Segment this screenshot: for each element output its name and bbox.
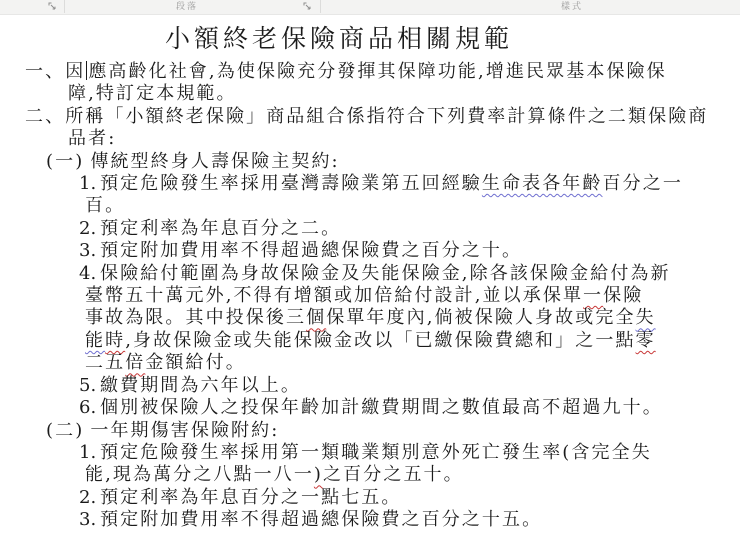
text-line[interactable] <box>0 442 740 464</box>
ribbon-group-separator <box>64 0 65 13</box>
text-run: 保單年度內,倘被保險人身故或完全 <box>326 307 636 329</box>
text-run: 所稱「小額終老保險」商品組合係指符合下列費率計算條件之二類保險商 <box>65 105 709 127</box>
text-line[interactable] <box>0 464 740 486</box>
list-marker: 3. <box>79 509 97 531</box>
text-run: 一年期傷害保險附約: <box>90 419 280 441</box>
list-marker: 一、 <box>25 61 66 82</box>
text-line[interactable] <box>0 397 740 419</box>
text-run: 臺幣五十萬元外,不得有增額或加倍給付設計,並以承保單 <box>85 285 584 307</box>
text-line[interactable] <box>0 151 740 173</box>
text-line[interactable] <box>0 195 740 217</box>
spellcheck-blue-run: 生命表各年齡 <box>481 173 603 195</box>
spellcheck-red-run: 一 <box>583 285 604 307</box>
text-line[interactable] <box>0 420 740 442</box>
text-run: 繳費期間為六年以上。 <box>100 374 301 396</box>
text-run: 品者: <box>68 128 117 150</box>
text-run: ,身故保險金或失能保險金改以「已繳保險費總和」之一點 <box>125 329 636 351</box>
spellcheck-red-run: ) <box>313 464 324 486</box>
list-marker: 4. <box>79 262 97 284</box>
text-line[interactable] <box>0 285 740 307</box>
text-run: 百。 <box>85 195 126 217</box>
spellcheck-red-run: 時 <box>105 329 126 351</box>
text-line[interactable] <box>0 509 740 531</box>
text-line[interactable] <box>0 240 740 262</box>
list-marker: 1. <box>79 173 97 195</box>
text-line[interactable] <box>0 83 740 105</box>
text-run: 預定利率為年息百分之二。 <box>100 217 342 239</box>
text-line[interactable] <box>0 487 740 509</box>
text-run: 預定附加費用率不得超過總保險費之百分之十。 <box>100 240 523 262</box>
list-marker: 1. <box>79 441 97 463</box>
text-run: 百分之一 <box>602 173 683 195</box>
spellcheck-blue-run: 能 <box>85 329 106 351</box>
text-line[interactable] <box>0 106 740 128</box>
text-run: 能,現為萬分之八點一八一 <box>85 464 314 486</box>
list-marker: 2. <box>79 486 97 508</box>
text-line[interactable] <box>0 375 740 397</box>
spellcheck-red-run: 零 <box>635 329 656 351</box>
spellcheck-red-run: 個 <box>306 307 327 329</box>
text-run: 應高齡化社會,為使保險充分發揮其保障功能,增進民眾基本保險保 <box>88 61 667 82</box>
text-run: 障,特訂定本規範。 <box>68 83 237 105</box>
list-marker: (二) <box>46 419 85 441</box>
text-run: 預定利率為年息百分之一點七五。 <box>100 486 402 508</box>
text-run: 因 <box>65 61 86 82</box>
list-marker: 2. <box>79 217 97 239</box>
text-run: 保險給付範圍為身故保險金及失能保險金,除各該保險金給付為新 <box>100 262 671 284</box>
dialog-launcher-icon[interactable] <box>48 2 57 11</box>
text-run: 保險 <box>603 285 644 307</box>
ribbon-group-styles-label: 樣式 <box>560 1 584 11</box>
text-line[interactable] <box>0 173 740 195</box>
text-line[interactable] <box>0 307 740 329</box>
text-run: 預定附加費用率不得超過總保險費之百分之十五。 <box>100 509 543 531</box>
document-page[interactable] <box>0 15 740 537</box>
document-body <box>0 61 740 532</box>
text-run: 金額給付。 <box>145 352 246 374</box>
list-marker: 6. <box>79 397 97 419</box>
text-run: 預定危險發生率採用臺灣壽險業第五回經驗 <box>100 173 482 195</box>
text-run: 事故為限。其中投保後三 <box>85 307 307 329</box>
list-marker: 5. <box>79 374 97 396</box>
text-run: 個別被保險人之投保年齡加計繳費期間之數值最高不超過九十。 <box>100 397 663 419</box>
text-line[interactable] <box>0 218 740 240</box>
ribbon-group-separator <box>320 0 321 13</box>
text-line[interactable] <box>0 128 740 150</box>
text-run: 二五 <box>85 352 126 374</box>
spellcheck-blue-run: 失 <box>635 307 656 329</box>
dialog-launcher-icon[interactable] <box>303 2 312 11</box>
text-line[interactable] <box>0 61 740 83</box>
text-run: 預定危險發生率採用第一類職業類別意外死亡發生率(含完全失 <box>100 441 652 463</box>
list-marker: 3. <box>79 240 97 262</box>
text-line[interactable] <box>0 263 740 285</box>
ribbon-group-paragraph-label: 段落 <box>175 1 199 11</box>
ribbon-strip <box>0 0 740 15</box>
document-title: 小額終老保險商品相關規範 <box>164 24 513 53</box>
list-marker: 二、 <box>25 105 66 127</box>
list-marker: (一) <box>46 150 85 172</box>
text-line[interactable] <box>0 330 740 352</box>
spellcheck-red-run: 倍 <box>125 352 146 374</box>
text-line[interactable] <box>0 352 740 374</box>
text-run: 傳統型終身人壽保險主契約: <box>90 150 340 172</box>
text-run: 之百分之五十。 <box>323 464 464 486</box>
